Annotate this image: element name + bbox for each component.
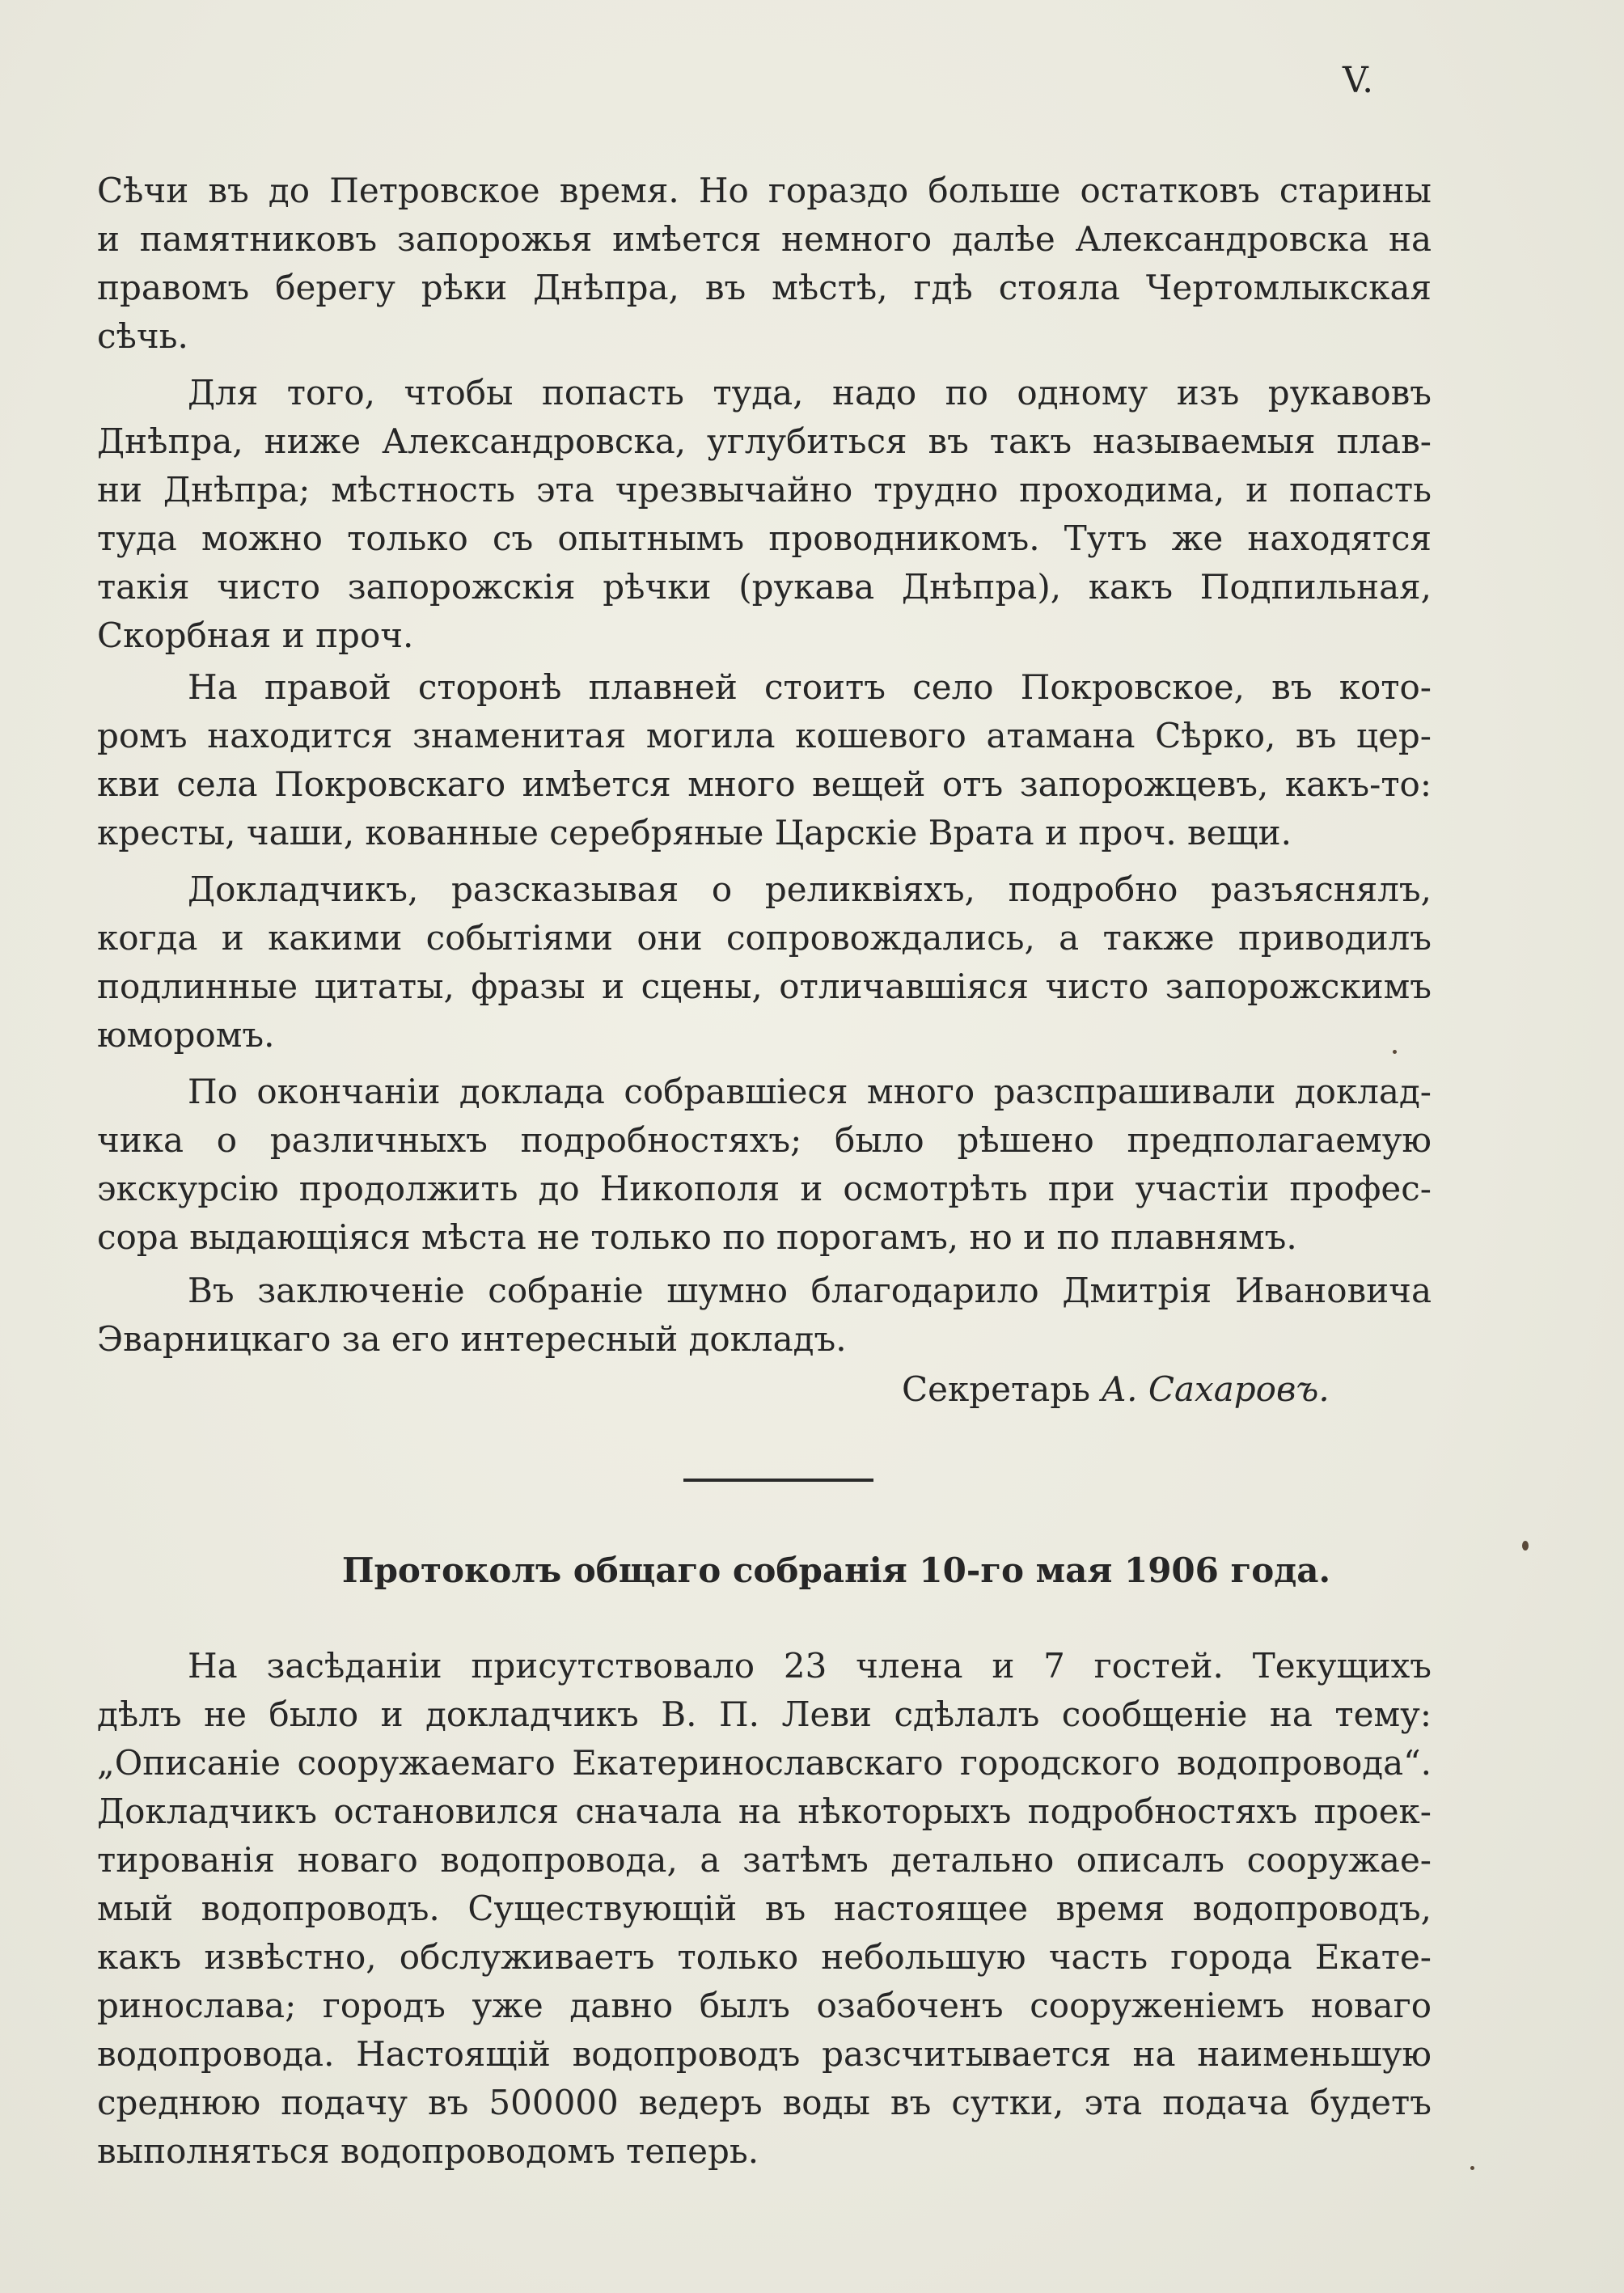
text-line: какъ извѣстно, обслуживаетъ только небольшую часть города Екате- bbox=[97, 1937, 1432, 1977]
signature-role: Секретарь bbox=[902, 1369, 1091, 1409]
text-line: подлинные цитаты, фразы и сцены, отличавшіяся чисто запорожскимъ bbox=[97, 967, 1432, 1006]
text-line: сѣчь. bbox=[97, 316, 188, 356]
secretary-signature bbox=[902, 1365, 1330, 1414]
paper-speck bbox=[1470, 2166, 1474, 2170]
section-heading: Протоколъ общаго собранія 10-го мая 1906 года. bbox=[341, 1551, 1331, 1590]
text-line: Докладчикъ остановился сначала на нѣкоторыхъ подробностяхъ проек- bbox=[97, 1792, 1432, 1831]
text-line: выполняться водопроводомъ теперь. bbox=[97, 2131, 759, 2171]
paper-speck bbox=[1522, 1541, 1529, 1551]
text-line: кви села Покровскаго имѣется много вещей отъ запорожцевъ, какъ-то: bbox=[97, 764, 1432, 804]
signature-name: А. Сахаровъ. bbox=[1101, 1369, 1330, 1409]
text-line: На засѣданіи присутствовало 23 члена и 7 гостей. Текущихъ bbox=[188, 1646, 1432, 1686]
text-line: ринослава; городъ уже давно былъ озабоченъ сооруженіемъ новаго bbox=[97, 1986, 1432, 2025]
page-number: V. bbox=[1343, 60, 1374, 101]
text-line: водопровода. Настоящій водопроводъ разсчитывается на наименьшую bbox=[97, 2034, 1432, 2074]
text-line: когда и какими событіями они сопровождались, а также приводилъ bbox=[97, 918, 1432, 958]
text-line: Докладчикъ, разсказывая о реликвіяхъ, подробно разъяснялъ, bbox=[188, 869, 1432, 909]
text-line: мый водопроводъ. Существующій въ настоящее время водопроводъ, bbox=[97, 1889, 1432, 1928]
text-line: ромъ находится знаменитая могила кошевого атамана Сѣрко, въ цер- bbox=[97, 716, 1432, 755]
text-line: тированія новаго водопровода, а затѣмъ детально описалъ сооружае- bbox=[97, 1840, 1432, 1880]
text-line: юморомъ. bbox=[97, 1015, 275, 1055]
text-line: ни Днѣпра; мѣстность эта чрезвычайно трудно проходима, и попасть bbox=[97, 470, 1432, 510]
text-line: дѣлъ не было и докладчикъ В. П. Леви сдѣлалъ сообщеніе на тему: bbox=[97, 1694, 1432, 1734]
text-line: На правой сторонѣ плавней стоитъ село Покровское, въ кото- bbox=[188, 667, 1432, 707]
text-line: туда можно только съ опытнымъ проводникомъ. Тутъ же находятся bbox=[97, 518, 1432, 558]
text-line: По окончаніи доклада собравшіеся много разспрашивали доклад- bbox=[188, 1072, 1432, 1111]
section-divider bbox=[683, 1479, 873, 1482]
text-line: Для того, чтобы попасть туда, надо по одному изъ рукавовъ bbox=[188, 373, 1432, 412]
text-line: экскурсію продолжить до Никополя и осмотрѣть при участіи профес- bbox=[97, 1169, 1432, 1208]
text-line: Эварницкаго за его интересный докладъ. bbox=[97, 1319, 847, 1359]
text-line: такія чисто запорожскія рѣчки (рукава Днѣпра), какъ Подпильная, bbox=[97, 567, 1432, 607]
text-line: и памятниковъ запорожья имѣется немного далѣе Александровска на bbox=[97, 219, 1432, 259]
text-line: сора выдающіяся мѣста не только по порогамъ, но и по плавнямъ. bbox=[97, 1217, 1297, 1257]
text-line: Днѣпра, ниже Александровска, углубиться въ такъ называемыя плав- bbox=[97, 421, 1432, 461]
text-line: чика о различныхъ подробностяхъ; было рѣшено предполагаемую bbox=[97, 1120, 1432, 1160]
text-line: Въ заключеніе собраніе шумно благодарило Дмитрія Ивановича bbox=[188, 1271, 1432, 1310]
text-line: Сѣчи въ до Петровское время. Но гораздо больше остатковъ старины bbox=[97, 171, 1432, 210]
text-line: „Описаніе сооружаемаго Екатеринославскаго городского водопровода“. bbox=[97, 1743, 1432, 1783]
text-line: кресты, чаши, кованные серебряные Царскіе Врата и проч. вещи. bbox=[97, 813, 1292, 852]
text-line: Скорбная и проч. bbox=[97, 616, 414, 655]
paper-speck bbox=[1393, 1050, 1397, 1054]
text-line: правомъ берегу рѣки Днѣпра, въ мѣстѣ, гдѣ стояла Чертомлыкская bbox=[97, 268, 1432, 307]
text-line: среднюю подачу въ 500000 ведеръ воды въ сутки, эта подача будетъ bbox=[97, 2083, 1432, 2122]
